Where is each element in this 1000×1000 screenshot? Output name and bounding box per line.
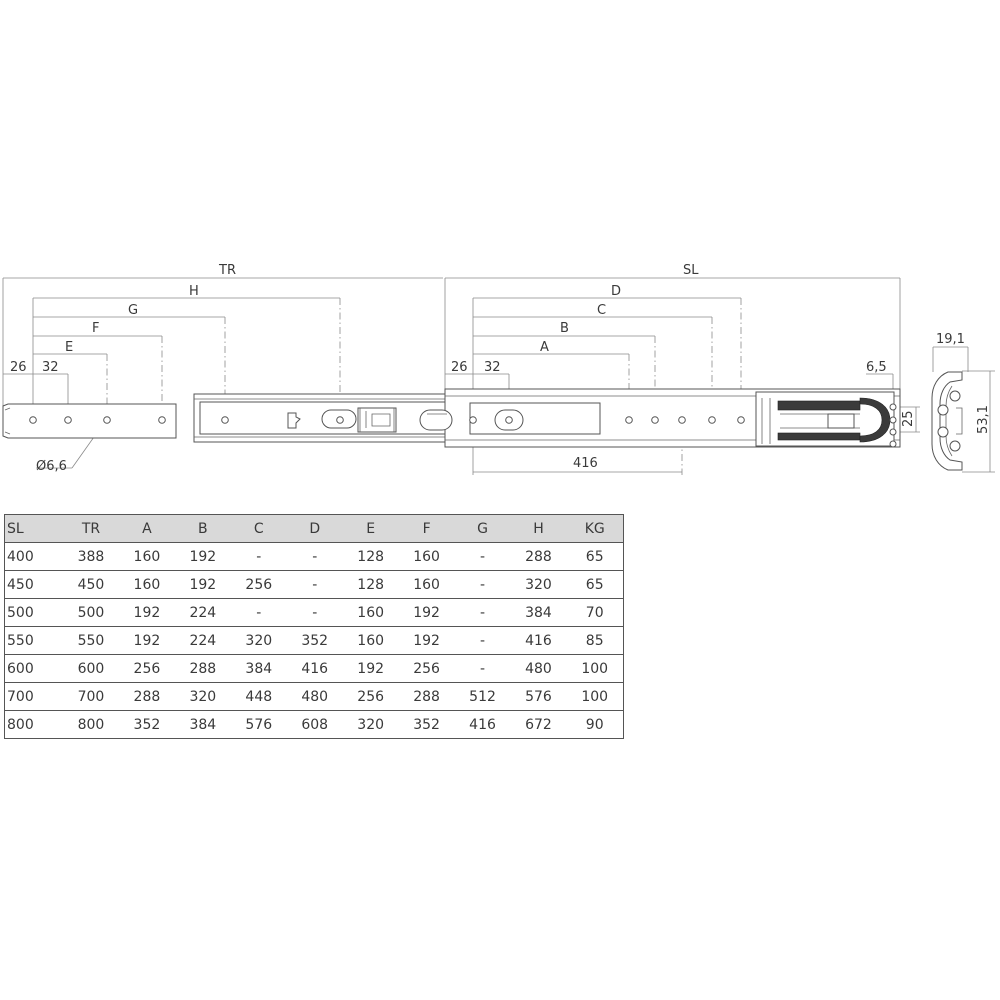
label-tr: TR xyxy=(219,263,236,278)
label-a: A xyxy=(540,340,549,355)
column-header-a: A xyxy=(119,515,175,543)
label-19-1: 19,1 xyxy=(936,332,965,347)
table-cell: 450 xyxy=(5,571,64,599)
table-cell: 672 xyxy=(511,711,567,739)
table-cell: 256 xyxy=(343,683,399,711)
table-cell: 480 xyxy=(287,683,343,711)
table-cell: 608 xyxy=(287,711,343,739)
table-cell: 128 xyxy=(343,543,399,571)
column-header-e: E xyxy=(343,515,399,543)
table-cell: - xyxy=(287,571,343,599)
table-cell: 388 xyxy=(63,543,119,571)
table-cell: 400 xyxy=(5,543,64,571)
table-cell: - xyxy=(455,627,511,655)
table-cell: 65 xyxy=(566,543,623,571)
table-cell: 160 xyxy=(119,571,175,599)
label-b: B xyxy=(560,321,569,336)
column-header-d: D xyxy=(287,515,343,543)
table-cell: 480 xyxy=(511,655,567,683)
table-cell: 352 xyxy=(119,711,175,739)
table-cell: 256 xyxy=(231,571,287,599)
table-cell: 600 xyxy=(5,655,64,683)
label-416: 416 xyxy=(573,456,598,471)
label-sl: SL xyxy=(683,263,699,278)
table-cell: 100 xyxy=(566,655,623,683)
table-cell: 576 xyxy=(511,683,567,711)
column-header-h: H xyxy=(511,515,567,543)
column-header-sl: SL xyxy=(5,515,64,543)
table-cell: 192 xyxy=(119,599,175,627)
table-row xyxy=(5,655,624,683)
table-cell: 192 xyxy=(343,655,399,683)
table-cell: 500 xyxy=(63,599,119,627)
label-hole-diameter: Ø6,6 xyxy=(36,459,67,474)
table-cell: 256 xyxy=(399,655,455,683)
table-cell: 288 xyxy=(511,543,567,571)
table-cell: 416 xyxy=(455,711,511,739)
column-header-c: C xyxy=(231,515,287,543)
column-header-b: B xyxy=(175,515,231,543)
table-cell: 160 xyxy=(399,571,455,599)
label-right-26: 26 xyxy=(451,360,468,375)
table-cell: 352 xyxy=(399,711,455,739)
table-cell: 128 xyxy=(343,571,399,599)
table-cell: 192 xyxy=(399,599,455,627)
table-row xyxy=(5,711,624,739)
table-cell: 320 xyxy=(511,571,567,599)
label-c: C xyxy=(597,303,607,318)
table-cell: 65 xyxy=(566,571,623,599)
label-f: F xyxy=(92,321,100,336)
label-g: G xyxy=(128,303,139,318)
table-cell: - xyxy=(287,599,343,627)
table-cell: - xyxy=(455,599,511,627)
table-cell: 160 xyxy=(343,627,399,655)
table-cell: 288 xyxy=(399,683,455,711)
table-cell: 160 xyxy=(119,543,175,571)
table-cell: 192 xyxy=(119,627,175,655)
table-cell: - xyxy=(231,543,287,571)
table-cell: 320 xyxy=(231,627,287,655)
table-cell: 90 xyxy=(566,711,623,739)
table-cell: - xyxy=(455,571,511,599)
table-cell: 576 xyxy=(231,711,287,739)
column-header-tr: TR xyxy=(63,515,119,543)
table-cell: 800 xyxy=(5,711,64,739)
table-header-row xyxy=(5,515,624,543)
table-cell: 288 xyxy=(175,655,231,683)
column-header-kg: KG xyxy=(566,515,623,543)
table-row xyxy=(5,683,624,711)
label-e: E xyxy=(65,340,74,355)
table-cell: 800 xyxy=(63,711,119,739)
table-cell: - xyxy=(455,655,511,683)
slide-cross-section xyxy=(932,372,962,470)
table-cell: - xyxy=(287,543,343,571)
table-cell: 700 xyxy=(5,683,64,711)
dimension-table xyxy=(4,514,624,739)
label-25: 25 xyxy=(901,410,916,427)
table-cell: 600 xyxy=(63,655,119,683)
table-cell: 70 xyxy=(566,599,623,627)
table-cell: 384 xyxy=(511,599,567,627)
column-header-g: G xyxy=(455,515,511,543)
table-cell: 224 xyxy=(175,627,231,655)
table-cell: 550 xyxy=(63,627,119,655)
table-cell: 352 xyxy=(287,627,343,655)
label-6-5: 6,5 xyxy=(866,360,887,375)
table-cell: - xyxy=(231,599,287,627)
table-cell: 512 xyxy=(455,683,511,711)
slide-side-view xyxy=(3,389,900,447)
table-row xyxy=(5,627,624,655)
table-cell: 288 xyxy=(119,683,175,711)
table-cell: - xyxy=(455,543,511,571)
table-cell: 100 xyxy=(566,683,623,711)
label-left-32: 32 xyxy=(42,360,59,375)
label-right-32: 32 xyxy=(484,360,501,375)
table-cell: 85 xyxy=(566,627,623,655)
table-cell: 416 xyxy=(287,655,343,683)
label-d: D xyxy=(611,284,622,299)
table-row xyxy=(5,543,624,571)
table-cell: 384 xyxy=(231,655,287,683)
table-cell: 192 xyxy=(175,571,231,599)
table-cell: 192 xyxy=(175,543,231,571)
label-53-1: 53,1 xyxy=(976,405,991,434)
table-cell: 256 xyxy=(119,655,175,683)
table-cell: 160 xyxy=(399,543,455,571)
table-row xyxy=(5,571,624,599)
label-h: H xyxy=(189,284,199,299)
label-left-26: 26 xyxy=(10,360,27,375)
table-cell: 224 xyxy=(175,599,231,627)
table-row xyxy=(5,599,624,627)
table-cell: 320 xyxy=(175,683,231,711)
table-cell: 384 xyxy=(175,711,231,739)
table-cell: 550 xyxy=(5,627,64,655)
soft-close-mechanism xyxy=(756,392,896,447)
table-cell: 416 xyxy=(511,627,567,655)
table-cell: 448 xyxy=(231,683,287,711)
table-cell: 450 xyxy=(63,571,119,599)
table-cell: 700 xyxy=(63,683,119,711)
table-cell: 320 xyxy=(343,711,399,739)
table-cell: 500 xyxy=(5,599,64,627)
table-cell: 160 xyxy=(343,599,399,627)
table-cell: 192 xyxy=(399,627,455,655)
column-header-f: F xyxy=(399,515,455,543)
